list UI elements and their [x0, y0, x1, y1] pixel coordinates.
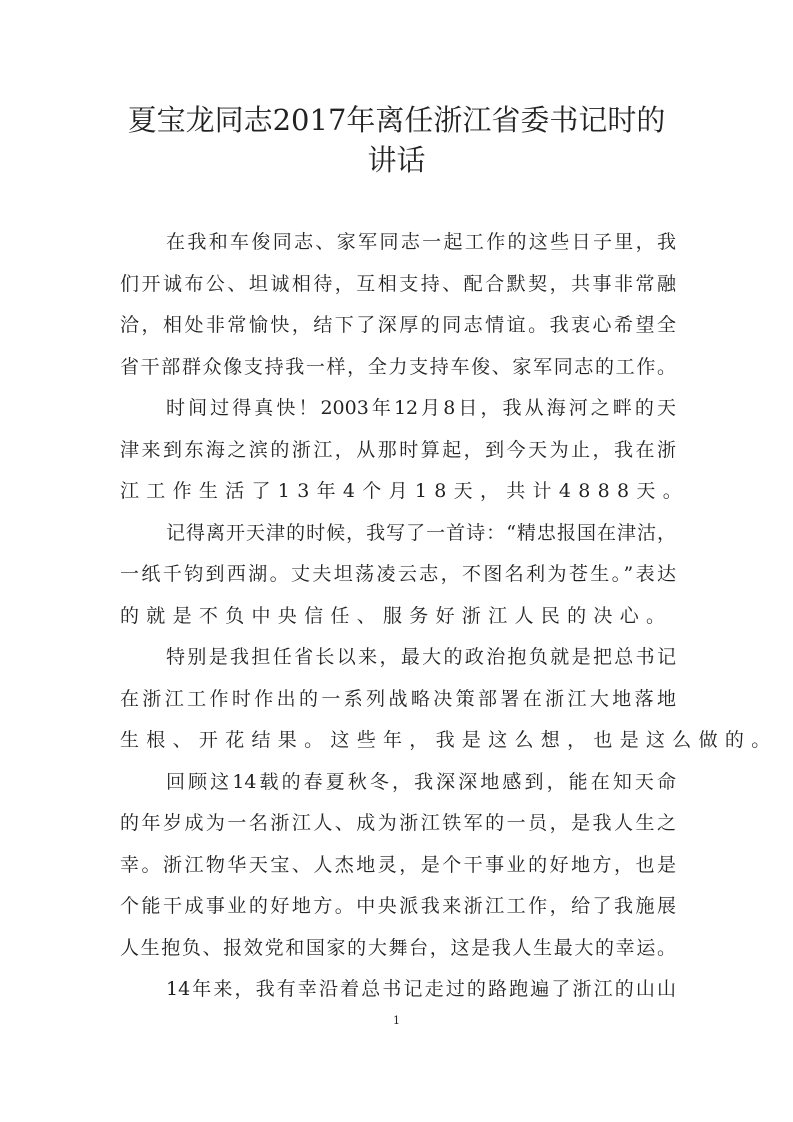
text-line: 生根、开花结果。这些年，我是这么想，也是这么做的。: [120, 729, 778, 751]
text-line: 的年岁成为一名浙江人、成为浙江铁军的一员，是我人生之: [120, 812, 676, 834]
text-line: 特别是我担任省长以来，最大的政治抱负就是把总书记: [166, 646, 676, 668]
document-title-line-1: 夏宝龙同志2017年离任浙江省委书记时的: [127, 103, 666, 137]
text-line: 幸。浙江物华天宝、人杰地灵，是个干事业的好地方，也是: [120, 853, 676, 876]
text-line: 时间过得真快！2003年12月8日，我从海河之畔的天: [166, 397, 676, 419]
page-number: 1: [393, 1014, 400, 1027]
text-line: 14年来，我有幸沿着总书记走过的路跑遍了浙江的山山: [166, 978, 676, 1000]
text-line: 回顾这14载的春夏秋冬，我深深地感到，能在知天命: [166, 770, 676, 793]
text-line: 一纸千钧到西湖。丈夫坦荡凌云志，不图名利为苍生。”表达: [120, 563, 676, 585]
document-title-line-2: 讲话: [367, 143, 426, 177]
document-body: [120, 222, 778, 1011]
text-line: 记得离开天津的时候，我写了一首诗：“精忠报国在津沽，: [166, 521, 676, 544]
text-line: 人生抱负、报效党和国家的大舞台，这是我人生最大的幸运。: [120, 936, 676, 959]
text-line: 江工作生活了13年4个月18天，共计4888天。: [120, 480, 689, 502]
text-line: 在浙江工作时作出的一系列战略决策部署在浙江大地落地: [120, 687, 676, 710]
text-line: 的就是不负中央信任、服务好浙江人民的决心。: [120, 604, 673, 627]
text-line: 省干部群众像支持我一样，全力支持车俊、家军同志的工作。: [120, 355, 676, 378]
text-line: 个能干成事业的好地方。中央派我来浙江工作，给了我施展: [120, 895, 676, 917]
text-line: 洽，相处非常愉快，结下了深厚的同志情谊。我衷心希望全: [120, 314, 676, 336]
text-line: 津来到东海之滨的浙江，从那时算起，到今天为止，我在浙: [120, 438, 676, 461]
text-line: 在我和车俊同志、家军同志一起工作的这些日子里，我: [166, 231, 676, 253]
text-line: 们开诚布公、坦诚相待，互相支持、配合默契，共事非常融: [120, 272, 676, 295]
